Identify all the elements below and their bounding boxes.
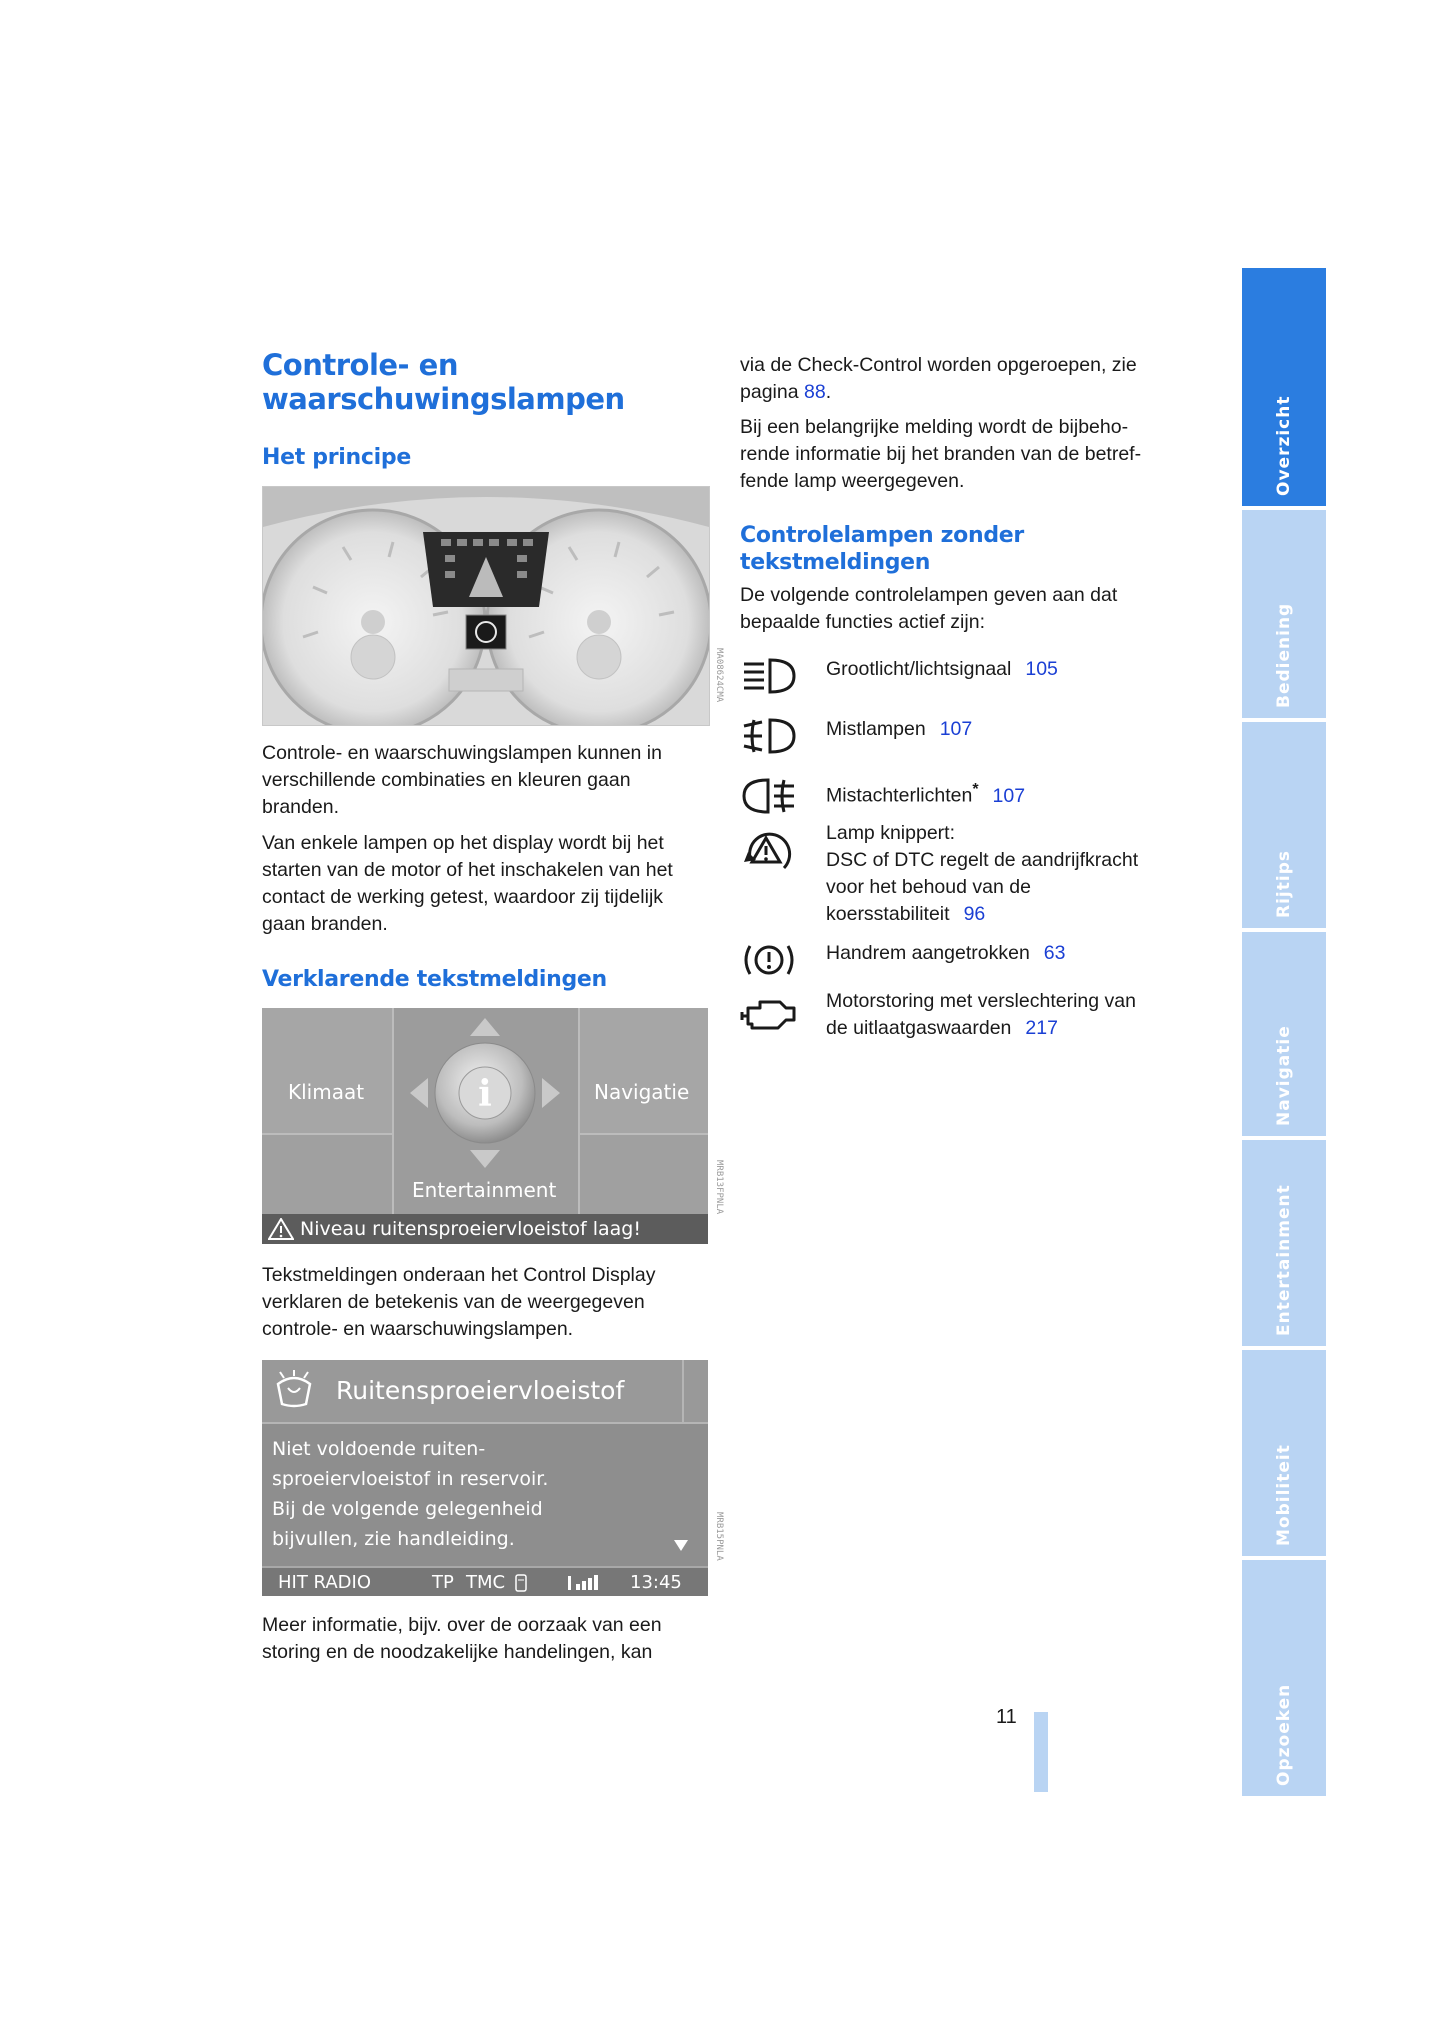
tab-label: Opzoeken [1274,1683,1294,1786]
tab-label: Rijtips [1274,850,1294,918]
lamp-item [740,988,1200,1048]
menu-item-klimaat[interactable]: Klimaat [288,1080,365,1104]
warning-triangle-icon [268,1218,294,1240]
high-beam-icon [740,656,798,696]
page-title-line2: waarschuwingslampen [262,382,625,416]
phone-icon [514,1574,528,1592]
tab-navigatie[interactable] [1242,932,1326,1136]
scroll-down-icon[interactable] [674,1540,688,1552]
page-link[interactable]: 63 [1043,942,1066,964]
page-link[interactable]: 96 [963,903,986,925]
figure-code: MA08624CMA [714,648,724,703]
lamp-description: Grootlicht/lichtsignaal 105 [826,658,1058,680]
tab-label: Overzicht [1274,395,1294,496]
lamp-item [740,716,1200,756]
status-time: 13:45 [630,1572,682,1593]
menu-item-entertainment[interactable]: Entertainment [412,1178,557,1202]
tab-rijtips[interactable] [1242,722,1326,928]
lamp-description: Lamp knippert: DSC of DTC regelt de aandrijfkracht voor het behoud van de koersstabiliteit 96 [826,822,1139,925]
paragraph: Bij een belangrijke melding wordt de bijbeho- rende informatie bij het branden van de betref- fende lamp weergegeven. [740,416,1142,492]
lamp-description: Motorstoring met verslechtering van de uitlaatgaswaarden 217 [826,990,1136,1039]
tab-overzicht[interactable] [1242,268,1326,506]
divider [682,1360,684,1422]
paragraph: Tekstmeldingen onderaan het Control Display verklaren de betekenis van de weergegeven controle- en waarschuwingslampen. [262,1264,656,1340]
tab-opzoeken[interactable] [1242,1560,1326,1796]
warning-bar [262,1214,708,1244]
parking-brake-icon [740,940,798,980]
status-radio: HIT RADIO [278,1572,371,1593]
figure-code: MRB13FPNLA [714,1160,724,1215]
paragraph: via de Check-Control worden opgeroepen, zie pagina 88. [740,354,1137,403]
menu-item-navigatie[interactable]: Navigatie [594,1080,690,1104]
dsc-warning-icon [740,828,798,880]
section-heading-principe: Het principe [262,445,411,470]
message-title: Ruitensproeiervloeistof [336,1376,625,1405]
status-tp: TP [432,1572,454,1593]
tab-mobiliteit[interactable] [1242,1350,1326,1556]
lamp-description: Handrem aangetrokken 63 [826,942,1066,964]
control-display-menu-image [262,1008,708,1244]
instrument-cluster-image [262,486,710,726]
optional-equipment-asterisk: * [972,781,979,798]
paragraph: Controle- en waarschuwingslampen kunnen in verschillende combinaties en kleuren gaan branden. [262,742,662,818]
page-number: 11 [996,1706,1017,1728]
page-link[interactable]: 107 [992,784,1026,807]
lamp-description: Mistlampen 107 [826,718,973,740]
controller-knob-drawing [262,1008,708,1244]
lamp-description: Mistachterlichten* 107 [826,781,1026,807]
instrument-cluster-drawing [263,487,709,725]
engine-check-icon [740,994,798,1034]
page-link[interactable]: 105 [1025,658,1058,680]
tab-label: Mobiliteit [1274,1444,1294,1546]
status-bar [262,1566,708,1596]
page-title-line1: Controle- en [262,348,458,382]
message-header [262,1360,708,1424]
lamp-item [740,656,1200,696]
warning-message: Niveau ruitensproeiervloeistof laag! [300,1218,641,1240]
tab-entertainment[interactable] [1242,1140,1326,1346]
tab-label: Entertainment [1274,1184,1294,1336]
paragraph: Meer informatie, bijv. over de oorzaak van een storing en de noodzakelijke handelingen, kan [262,1614,662,1663]
lamp-item [740,940,1200,980]
tab-bediening[interactable] [1242,510,1326,718]
section-heading-controlelampen: Controlelampen zonder tekstmeldingen [740,523,1024,575]
figure-code: MRB15PNLA [714,1512,724,1561]
lamp-item [740,820,1200,932]
page-link[interactable]: 217 [1025,1017,1058,1039]
paragraph: Van enkele lampen op het display wordt bij het starten van de motor of het inschakelen van het contact de werking getest, waardoor zij tijdelijk gaan branden. [262,832,673,935]
tab-label: Navigatie [1274,1025,1294,1126]
lamp-item [740,776,1200,816]
svg-text:i: i [478,1073,492,1115]
tab-label: Bediening [1274,602,1294,708]
section-heading-verklarende: Verklarende tekstmeldingen [262,967,607,992]
message-body: Niet voldoende ruiten- sproeiervloeistof in reservoir. Bij de volgende gelegenheid bijvullen, zie handleiding. [272,1438,549,1550]
rear-fog-light-icon [740,776,798,816]
page-marker-bar [1034,1712,1048,1792]
message-detail-image [262,1360,708,1596]
front-fog-light-icon [740,716,798,756]
page-link[interactable]: 88 [803,381,826,403]
signal-strength-icon [568,1574,600,1592]
page-title [262,348,722,416]
paragraph: De volgende controlelampen geven aan dat bepaalde functies actief zijn: [740,584,1118,633]
status-tmc: TMC [466,1572,506,1593]
page-link[interactable]: 107 [939,718,973,740]
washer-fluid-icon [272,1370,316,1412]
